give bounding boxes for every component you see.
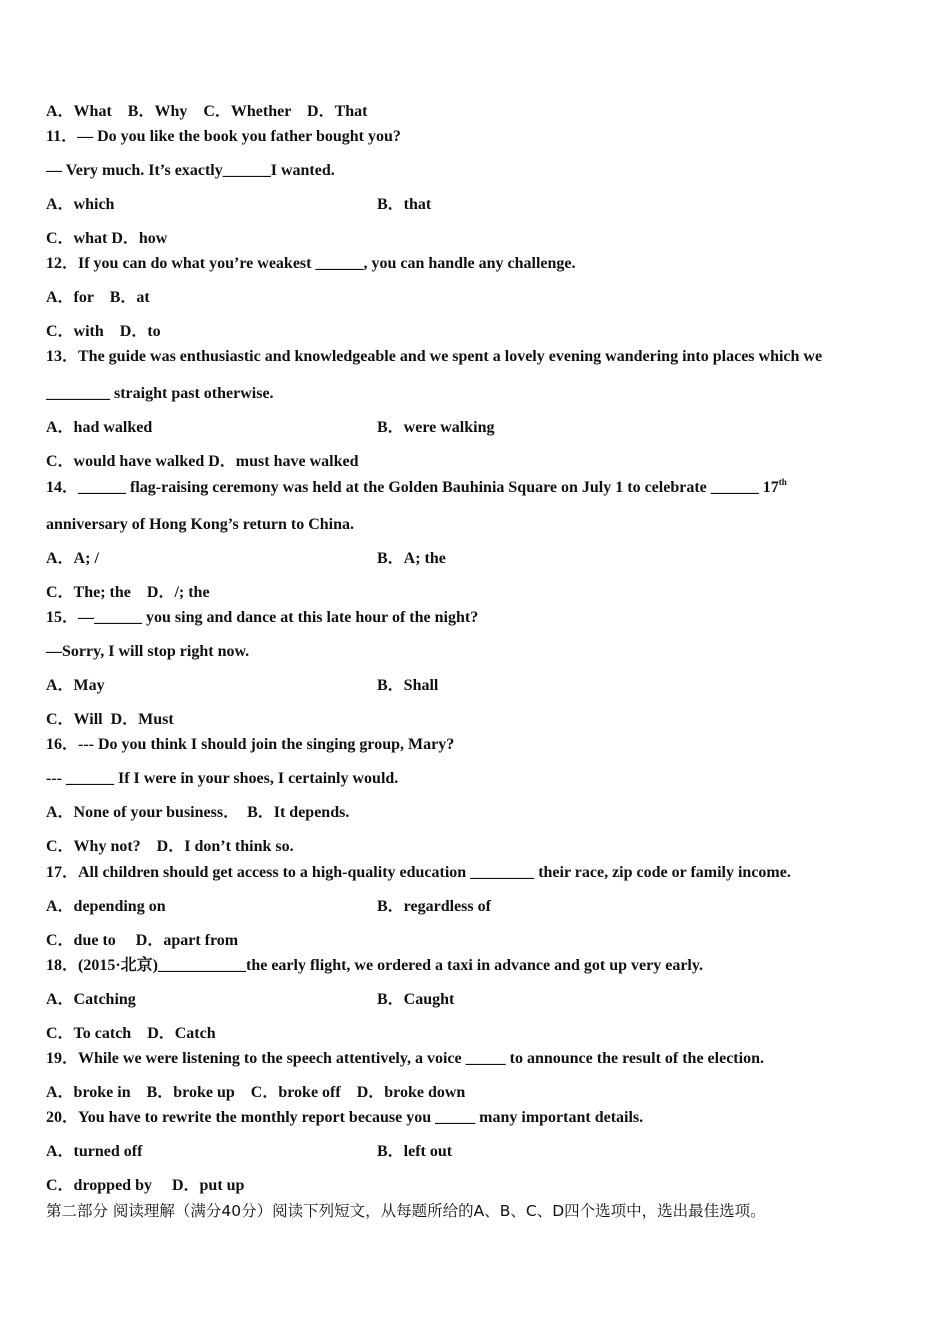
q13-question: 13．The guide was enthusiastic and knowledgeable and we spent a lovely evening wandering into places which we	[46, 348, 823, 365]
q11-option-a: A．which	[46, 196, 115, 213]
q12-question: 12．If you can do what you’re weakest ______, you can handle any challenge.	[46, 255, 576, 272]
q19-options: A．broke in B．broke up C．broke off D．broke down	[46, 1084, 466, 1101]
q14-option-a: A．A; /	[46, 550, 99, 567]
q14-question-text: 14．______ flag-raising ceremony was held at the Golden Bauhinia Square on July 1 to celebrate ______ 17	[46, 479, 779, 496]
q15-options-cd: C．Will D．Must	[46, 711, 174, 728]
q13-options-cd: C．would have walked D．must have walked	[46, 453, 359, 470]
q20-options-cd: C．dropped by D．put up	[46, 1177, 245, 1194]
q14-options-cd: C．The; the D．/; the	[46, 584, 210, 601]
q14-question-cont: anniversary of Hong Kong’s return to China.	[46, 516, 355, 533]
section-heading: 第二部分 阅读理解（满分40分）阅读下列短文，从每题所给的A、B、C、D四个选项中，选出最佳选项。	[46, 1202, 766, 1220]
q13-option-a: A．had walked	[46, 419, 153, 436]
q18-option-a: A．Catching	[46, 991, 136, 1008]
q11-option-b: B．that	[377, 196, 432, 213]
q18-option-b: B．Caught	[377, 991, 455, 1008]
q15-question: 15．—______ you sing and dance at this late hour of the night?	[46, 609, 479, 626]
q20-option-a: A．turned off	[46, 1143, 143, 1160]
q11-question: 11．— Do you like the book you father bought you?	[46, 128, 401, 145]
q15-option-b: B．Shall	[377, 677, 439, 694]
q20-option-b: B．left out	[377, 1143, 453, 1160]
q17-question: 17．All children should get access to a high-quality education ________ their race, zip code or family income.	[46, 864, 791, 881]
q11-reply: — Very much. It’s exactly______I wanted.	[46, 162, 335, 179]
q15-reply: —Sorry, I will stop right now.	[46, 643, 250, 660]
q18-question: 18．(2015·北京)___________the early flight, we ordered a taxi in advance and got up very early.	[46, 957, 703, 974]
q19-question: 19．While we were listening to the speech attentively, a voice _____ to announce the result of the election.	[46, 1050, 764, 1067]
q16-reply: --- ______ If I were in your shoes, I certainly would.	[46, 770, 399, 787]
q17-option-a: A．depending on	[46, 898, 166, 915]
q13-question-cont: ________ straight past otherwise.	[46, 385, 274, 402]
q14-superscript: th	[778, 477, 787, 487]
q17-option-b: B．regardless of	[377, 898, 491, 915]
q15-option-a: A．May	[46, 677, 105, 694]
q18-options-cd: C．To catch D．Catch	[46, 1025, 216, 1042]
q14-question	[46, 478, 787, 498]
q13-option-b: B．were walking	[377, 419, 495, 436]
q10-options: A．What B．Why C．Whether D．That	[46, 103, 368, 120]
q16-question: 16．--- Do you think I should join the singing group, Mary?	[46, 736, 455, 753]
q20-question: 20．You have to rewrite the monthly report because you _____ many important details.	[46, 1109, 644, 1126]
q16-options-ab: A．None of your business． B．It depends.	[46, 804, 350, 821]
q17-options-cd: C．due to D．apart from	[46, 932, 239, 949]
q12-options-cd: C．with D．to	[46, 323, 161, 340]
q12-options-ab: A．for B．at	[46, 289, 150, 306]
q14-option-b: B．A; the	[377, 550, 446, 567]
q16-options-cd: C．Why not? D．I don’t think so.	[46, 838, 294, 855]
q11-options-cd: C．what D．how	[46, 230, 168, 247]
